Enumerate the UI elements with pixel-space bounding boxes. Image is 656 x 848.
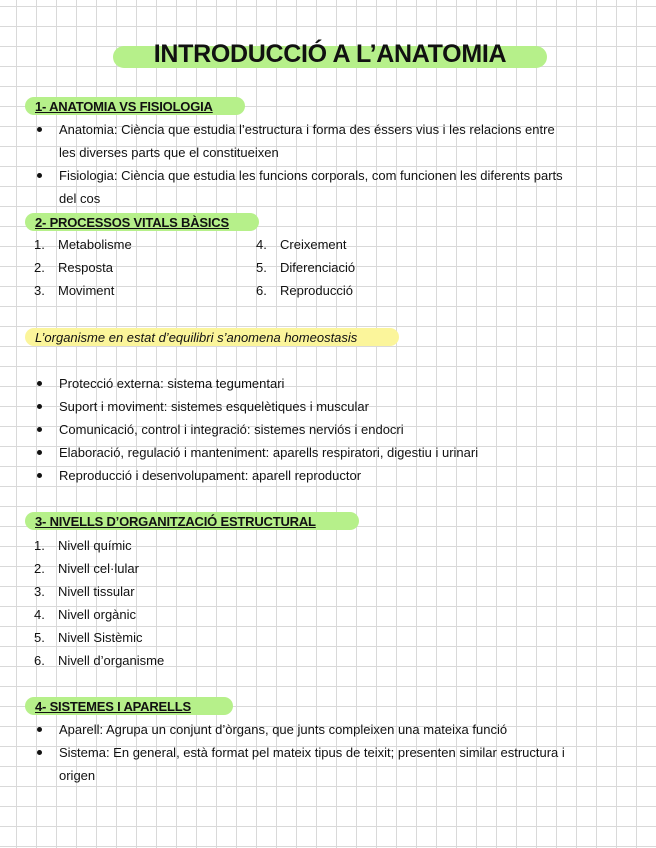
list-number: 1. [34,237,45,252]
list-number: 2. [34,260,45,275]
list-number: 3. [34,283,45,298]
list-number: 2. [34,561,45,576]
list-item: Moviment [58,283,115,298]
list-item: Resposta [58,260,113,275]
section-4-bullet-sistema-cont: origen [59,768,96,783]
section-1-bullet-fisiologia-cont: del cos [59,191,101,206]
section-1-bullet-anatomia: Anatomia: Ciència que estudia l’estructura i forma des éssers vius i les relacions entre [59,122,555,137]
page-title-highlight [113,40,547,68]
list-item: Diferenciació [280,260,356,275]
list-item: Nivell tissular [58,584,135,599]
system-bullet: Comunicació, control i integració: sistemes nerviós i endocri [59,422,404,437]
list-number: 3. [34,584,45,599]
homeostasis-note: L’organisme en estat d’equilibri s’anomena homeostasis [35,330,358,345]
section-1-bullet-anatomia-cont: les diverses parts que el constitueixen [59,145,279,160]
section-4-bullet-sistema: Sistema: En general, està format pel mateix tipus de teixit; presenten similar estructura i [59,745,565,760]
list-item: Reproducció [280,283,353,298]
system-bullet: Suport i moviment: sistemes esquelètiques i muscular [59,399,369,414]
list-number: 6. [34,653,45,668]
system-bullet: Elaboració, regulació i manteniment: aparells respiratori, digestiu i urinari [59,445,479,460]
section-1-bullet-fisiologia: Fisiologia: Ciència que estudia les funcions corporals, com funcionen les diferents parts [59,168,563,183]
list-number: 4. [256,237,267,252]
list-item: Nivell d’organisme [58,653,165,668]
list-item: Nivell orgànic [58,607,137,622]
system-bullet: Protecció externa: sistema tegumentari [59,376,285,391]
section-4-bullet-aparell: Aparell: Agrupa un conjunt d’òrgans, que junts compleixen una mateixa funció [59,722,508,737]
section-2-heading: 2- PROCESSOS VITALS BÀSICS [35,215,229,230]
list-number: 5. [256,260,267,275]
list-item: Nivell Sistèmic [58,630,143,645]
list-item: Metabolisme [58,237,132,252]
list-number: 6. [256,283,267,298]
section-4-heading: 4- SISTEMES I APARELLS [35,699,191,714]
list-number: 4. [34,607,45,622]
list-item: Nivell cel·lular [58,561,139,576]
section-1-heading: 1- ANATOMIA VS FISIOLOGIA [35,99,213,114]
system-bullet: Reproducció i desenvolupament: aparell reproductor [59,468,362,483]
section-3-heading: 3- NIVELLS D’ORGANITZACIÓ ESTRUCTURAL [35,514,316,529]
list-item: Creixement [280,237,347,252]
list-number: 1. [34,538,45,553]
list-item: Nivell químic [58,538,132,553]
list-number: 5. [34,630,45,645]
page-title: INTRODUCCIÓ A L’ANATOMIA [153,40,507,68]
